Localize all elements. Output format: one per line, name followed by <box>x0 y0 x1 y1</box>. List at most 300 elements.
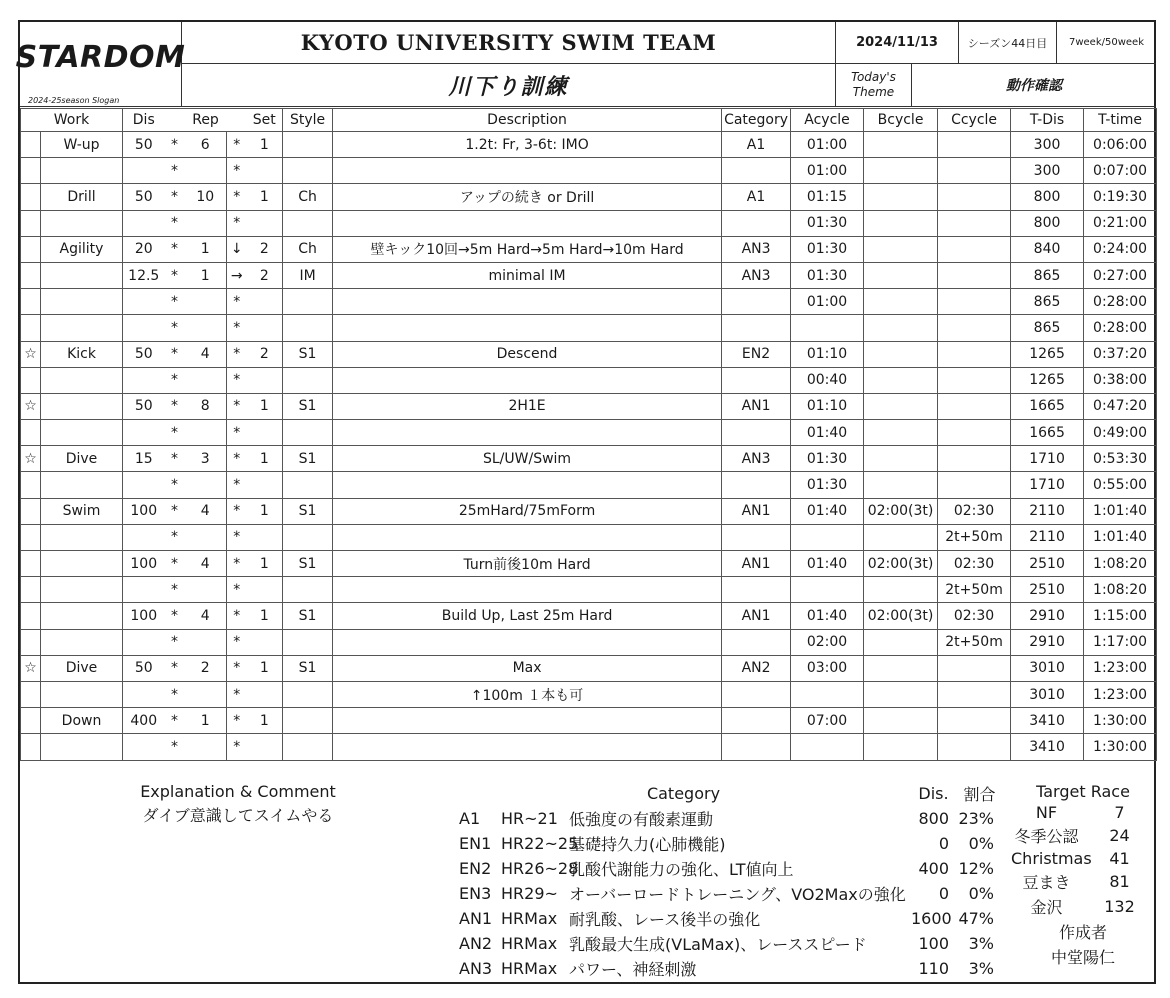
row-mark: ☆ <box>21 341 41 367</box>
table-row <box>21 551 1157 577</box>
style-cell <box>283 367 333 393</box>
work-cell: Dive <box>41 446 123 472</box>
dis-cell <box>123 734 165 760</box>
set-cell: 1 <box>247 603 283 629</box>
acycle-cell <box>791 577 864 603</box>
ccycle-cell <box>938 158 1011 184</box>
ttime-cell: 1:17:00 <box>1084 629 1157 655</box>
bcycle-cell <box>864 262 938 288</box>
description-cell <box>333 367 722 393</box>
dis-cell: 50 <box>123 184 165 210</box>
rep-cell: 1 <box>185 236 227 262</box>
table-row <box>21 446 1157 472</box>
rep-operator: * <box>165 262 185 288</box>
category-pct: 47% <box>958 909 994 928</box>
rep-operator: * <box>165 420 185 446</box>
ttime-cell: 0:47:20 <box>1084 393 1157 419</box>
style-cell <box>283 472 333 498</box>
rep-cell <box>185 210 227 236</box>
bcycle-cell <box>864 289 938 315</box>
work-cell <box>41 158 123 184</box>
ccycle-cell <box>938 367 1011 393</box>
table-row <box>21 210 1157 236</box>
set-cell: 2 <box>247 262 283 288</box>
category-description: 耐乳酸、レース後半の強化 <box>569 910 761 929</box>
ttime-cell: 1:15:00 <box>1084 603 1157 629</box>
tdis-cell: 800 <box>1011 210 1084 236</box>
acycle-cell: 01:40 <box>791 498 864 524</box>
acycle-cell: 01:15 <box>791 184 864 210</box>
ttime-cell: 0:28:00 <box>1084 289 1157 315</box>
style-cell <box>283 315 333 341</box>
ttime-cell: 1:23:00 <box>1084 681 1157 707</box>
season-day: シーズン44日目 <box>967 36 1048 50</box>
description-cell: Descend <box>333 341 722 367</box>
category-pct-header: 割合 <box>963 785 996 804</box>
ccycle-cell <box>938 315 1011 341</box>
set-cell <box>247 420 283 446</box>
work-cell <box>41 524 123 550</box>
ttime-cell: 0:38:00 <box>1084 367 1157 393</box>
row-mark: ☆ <box>21 446 41 472</box>
ttime-cell: 1:30:00 <box>1084 708 1157 734</box>
rep-operator: * <box>165 577 185 603</box>
race-row <box>1010 802 1156 823</box>
acycle-cell: 01:00 <box>791 158 864 184</box>
row-mark <box>21 498 41 524</box>
table-row <box>21 158 1157 184</box>
race-name: 金沢 <box>1030 898 1063 917</box>
dis-cell: 12.5 <box>123 262 165 288</box>
dis-cell <box>123 524 165 550</box>
col-acycle: Acycle <box>791 109 864 132</box>
ttime-cell: 0:55:00 <box>1084 472 1157 498</box>
col-bcycle: Bcycle <box>864 109 938 132</box>
col-ccycle: Ccycle <box>938 109 1011 132</box>
category-header: Category <box>646 784 721 803</box>
category-cell: AN1 <box>722 393 791 419</box>
set-operator: * <box>227 603 247 629</box>
category-code: EN1 <box>459 834 492 853</box>
row-mark <box>21 551 41 577</box>
category-hr: HR22~25 <box>501 834 579 853</box>
work-cell: Down <box>41 708 123 734</box>
table-row <box>21 236 1157 262</box>
ttime-cell: 1:23:00 <box>1084 655 1157 681</box>
tdis-cell: 3410 <box>1011 734 1084 760</box>
ttime-cell: 0:28:00 <box>1084 315 1157 341</box>
category-hr: HRMax <box>501 909 558 928</box>
set-operator: * <box>227 734 247 760</box>
category-description: 乳酸代謝能力の強化、LT値向上 <box>569 860 794 879</box>
ccycle-cell: 2t+50m <box>938 629 1011 655</box>
description-cell <box>333 158 722 184</box>
work-cell <box>41 603 123 629</box>
bcycle-cell <box>864 210 938 236</box>
set-cell <box>247 315 283 341</box>
category-cell: AN3 <box>722 446 791 472</box>
category-cell <box>722 472 791 498</box>
style-cell <box>283 681 333 707</box>
today-theme-value-cell <box>912 64 1156 107</box>
style-cell: S1 <box>283 551 333 577</box>
acycle-cell: 01:00 <box>791 289 864 315</box>
team-logo: STARDOM <box>15 39 186 75</box>
table-row <box>21 708 1157 734</box>
author-label: 作成者 <box>1059 923 1108 942</box>
rep-operator: * <box>165 681 185 707</box>
rep-cell: 1 <box>185 708 227 734</box>
category-pct: 12% <box>958 859 994 878</box>
work-cell: Drill <box>41 184 123 210</box>
category-cell <box>722 629 791 655</box>
rep-operator: * <box>165 341 185 367</box>
row-mark <box>21 315 41 341</box>
set-cell <box>247 289 283 315</box>
race-days: 24 <box>1109 826 1130 845</box>
category-code: A1 <box>459 809 481 828</box>
rep-cell <box>185 577 227 603</box>
ccycle-cell <box>938 210 1011 236</box>
tdis-cell: 1665 <box>1011 420 1084 446</box>
category-description: 低強度の有酸素運動 <box>569 810 714 829</box>
ccycle-cell <box>938 708 1011 734</box>
rep-cell <box>185 158 227 184</box>
bcycle-cell <box>864 184 938 210</box>
tdis-cell: 840 <box>1011 236 1084 262</box>
row-mark <box>21 420 41 446</box>
set-cell: 1 <box>247 446 283 472</box>
description-cell <box>333 629 722 655</box>
tdis-cell: 800 <box>1011 184 1084 210</box>
set-operator: * <box>227 132 247 158</box>
table-row <box>21 184 1157 210</box>
tdis-cell: 3010 <box>1011 655 1084 681</box>
category-cell: AN1 <box>722 498 791 524</box>
table-row <box>21 603 1157 629</box>
category-hr: HR26~28 <box>501 859 579 878</box>
workout-table <box>20 108 1157 761</box>
style-cell: S1 <box>283 446 333 472</box>
row-mark <box>21 734 41 760</box>
category-code: EN3 <box>459 884 492 903</box>
work-cell <box>41 393 123 419</box>
set-cell <box>247 472 283 498</box>
work-cell <box>41 420 123 446</box>
acycle-cell <box>791 734 864 760</box>
style-cell: S1 <box>283 498 333 524</box>
category-dis: 400 <box>918 859 949 878</box>
description-cell: 壁キック10回→5m Hard→5m Hard→10m Hard <box>333 236 722 262</box>
ttime-cell: 0:06:00 <box>1084 132 1157 158</box>
set-operator: * <box>227 472 247 498</box>
set-cell <box>247 734 283 760</box>
description-cell: 25mHard/75mForm <box>333 498 722 524</box>
dis-cell <box>123 289 165 315</box>
rep-operator: * <box>165 184 185 210</box>
work-cell <box>41 315 123 341</box>
dis-cell <box>123 420 165 446</box>
ccycle-cell: 02:30 <box>938 498 1011 524</box>
category-table <box>457 781 1002 981</box>
category-row <box>457 881 1002 906</box>
ttime-cell: 0:53:30 <box>1084 446 1157 472</box>
set-operator: * <box>227 158 247 184</box>
category-pct: 0% <box>968 884 994 903</box>
tdis-cell: 1265 <box>1011 367 1084 393</box>
ccycle-cell: 2t+50m <box>938 524 1011 550</box>
set-operator: * <box>227 393 247 419</box>
bcycle-cell: 02:00(3t) <box>864 603 938 629</box>
target-race-table <box>1010 781 1156 969</box>
rep-operator: * <box>165 393 185 419</box>
work-cell <box>41 289 123 315</box>
style-cell: S1 <box>283 603 333 629</box>
category-cell <box>722 367 791 393</box>
col-tdis: T-Dis <box>1011 109 1084 132</box>
bcycle-cell <box>864 629 938 655</box>
bcycle-cell <box>864 734 938 760</box>
race-row <box>1010 823 1156 848</box>
today-theme-label-1: Today's <box>851 70 896 84</box>
rep-operator: * <box>165 158 185 184</box>
table-row <box>21 420 1157 446</box>
category-row <box>457 806 1002 831</box>
category-cell <box>722 524 791 550</box>
col-work: Work <box>21 109 123 132</box>
table-header-row <box>21 109 1157 132</box>
category-header-row <box>457 781 1002 806</box>
category-row <box>457 906 1002 931</box>
description-cell: minimal IM <box>333 262 722 288</box>
acycle-cell: 01:40 <box>791 420 864 446</box>
bcycle-cell <box>864 524 938 550</box>
dis-cell <box>123 315 165 341</box>
set-cell <box>247 681 283 707</box>
description-cell <box>333 420 722 446</box>
ttime-cell: 0:07:00 <box>1084 158 1157 184</box>
bcycle-cell <box>864 577 938 603</box>
work-cell <box>41 210 123 236</box>
row-mark <box>21 158 41 184</box>
race-row <box>1010 894 1156 919</box>
week-cell <box>1057 22 1156 64</box>
work-cell: Kick <box>41 341 123 367</box>
table-row <box>21 341 1157 367</box>
table-row <box>21 289 1157 315</box>
rep-operator: * <box>165 734 185 760</box>
row-mark <box>21 681 41 707</box>
category-row <box>457 931 1002 956</box>
tdis-cell: 2110 <box>1011 524 1084 550</box>
row-mark <box>21 184 41 210</box>
tdis-cell: 865 <box>1011 315 1084 341</box>
category-description: パワー、神経刺激 <box>569 960 697 979</box>
set-cell: 1 <box>247 708 283 734</box>
bcycle-cell <box>864 472 938 498</box>
set-operator: * <box>227 498 247 524</box>
comment-line <box>20 837 456 839</box>
set-cell <box>247 629 283 655</box>
dis-cell <box>123 158 165 184</box>
tdis-cell: 2910 <box>1011 603 1084 629</box>
dis-cell: 100 <box>123 603 165 629</box>
row-mark <box>21 524 41 550</box>
ccycle-cell <box>938 420 1011 446</box>
acycle-cell: 07:00 <box>791 708 864 734</box>
work-cell: Agility <box>41 236 123 262</box>
rep-operator: * <box>165 367 185 393</box>
rep-operator: * <box>165 524 185 550</box>
description-cell: Max <box>333 655 722 681</box>
bcycle-cell <box>864 315 938 341</box>
col-style: Style <box>283 109 333 132</box>
ttime-cell: 0:27:00 <box>1084 262 1157 288</box>
rep-cell: 4 <box>185 341 227 367</box>
ttime-cell: 1:08:20 <box>1084 577 1157 603</box>
set-cell <box>247 210 283 236</box>
rep-cell <box>185 289 227 315</box>
rep-operator: * <box>165 498 185 524</box>
explanation-table <box>20 781 456 839</box>
style-cell <box>283 132 333 158</box>
tdis-cell: 1265 <box>1011 341 1084 367</box>
acycle-cell: 01:30 <box>791 472 864 498</box>
category-dis-header: Dis. <box>918 784 949 803</box>
col-ttime: T-time <box>1084 109 1157 132</box>
rep-operator: * <box>165 472 185 498</box>
category-code: AN3 <box>459 959 493 978</box>
category-cell: AN3 <box>722 262 791 288</box>
ccycle-cell <box>938 236 1011 262</box>
set-cell <box>247 367 283 393</box>
today-theme-label-cell <box>836 64 912 107</box>
tdis-cell: 3010 <box>1011 681 1084 707</box>
bcycle-cell <box>864 446 938 472</box>
ttime-cell: 0:49:00 <box>1084 420 1157 446</box>
work-cell <box>41 551 123 577</box>
description-cell <box>333 315 722 341</box>
set-cell: 1 <box>247 551 283 577</box>
ccycle-cell <box>938 472 1011 498</box>
dis-cell: 50 <box>123 655 165 681</box>
bcycle-cell <box>864 158 938 184</box>
style-cell <box>283 734 333 760</box>
category-cell: EN2 <box>722 341 791 367</box>
dis-cell <box>123 629 165 655</box>
category-hr: HRMax <box>501 934 558 953</box>
bcycle-cell <box>864 341 938 367</box>
work-cell <box>41 472 123 498</box>
category-cell <box>722 315 791 341</box>
acycle-cell <box>791 681 864 707</box>
work-cell <box>41 577 123 603</box>
dis-cell: 100 <box>123 551 165 577</box>
category-dis: 1600 <box>911 909 952 928</box>
description-cell <box>333 734 722 760</box>
explanation-header: Explanation & Comment <box>140 782 336 801</box>
bcycle-cell <box>864 393 938 419</box>
description-cell <box>333 472 722 498</box>
rep-cell: 4 <box>185 603 227 629</box>
acycle-cell: 01:00 <box>791 132 864 158</box>
category-cell <box>722 420 791 446</box>
category-description: 基礎持久力(心肺機能) <box>569 835 726 854</box>
acycle-cell: 01:30 <box>791 446 864 472</box>
category-description: 乳酸最大生成(VLaMax)、レーススピード <box>569 935 867 954</box>
set-cell: 1 <box>247 132 283 158</box>
row-mark <box>21 577 41 603</box>
row-mark <box>21 603 41 629</box>
work-cell <box>41 629 123 655</box>
bcycle-cell <box>864 367 938 393</box>
table-row <box>21 315 1157 341</box>
category-cell: AN2 <box>722 655 791 681</box>
work-cell: Swim <box>41 498 123 524</box>
col-category: Category <box>722 109 791 132</box>
set-cell <box>247 577 283 603</box>
set-cell <box>247 524 283 550</box>
ccycle-cell <box>938 341 1011 367</box>
col-dis: Dis <box>123 109 165 132</box>
comment-line: ダイブ意識してスイムやる <box>142 806 334 825</box>
rep-operator: * <box>165 132 185 158</box>
rep-operator: * <box>165 629 185 655</box>
rep-cell: 3 <box>185 446 227 472</box>
logo-cell <box>15 22 186 107</box>
work-cell <box>41 734 123 760</box>
rep-cell: 4 <box>185 551 227 577</box>
race-row <box>1010 869 1156 894</box>
ttime-cell: 0:24:00 <box>1084 236 1157 262</box>
dis-cell: 50 <box>123 341 165 367</box>
style-cell <box>283 577 333 603</box>
set-operator: * <box>227 577 247 603</box>
acycle-cell: 01:30 <box>791 210 864 236</box>
acycle-cell <box>791 315 864 341</box>
ttime-cell: 1:01:40 <box>1084 498 1157 524</box>
ttime-cell: 1:30:00 <box>1084 734 1157 760</box>
col-rep: Rep <box>165 109 247 132</box>
category-cell <box>722 708 791 734</box>
rep-cell <box>185 734 227 760</box>
style-cell: S1 <box>283 341 333 367</box>
row-mark: ☆ <box>21 655 41 681</box>
set-operator: * <box>227 655 247 681</box>
category-pct: 3% <box>968 934 994 953</box>
dis-cell <box>123 681 165 707</box>
target-race-header: Target Race <box>1036 782 1130 801</box>
category-cell: AN1 <box>722 603 791 629</box>
team-name-cell <box>182 22 836 64</box>
rep-operator: * <box>165 210 185 236</box>
tdis-cell: 2510 <box>1011 551 1084 577</box>
tdis-cell: 3410 <box>1011 708 1084 734</box>
description-cell: 1.2t: Fr, 3-6t: IMO <box>333 132 722 158</box>
acycle-cell: 02:00 <box>791 629 864 655</box>
ttime-cell: 0:19:30 <box>1084 184 1157 210</box>
dis-cell: 100 <box>123 498 165 524</box>
ccycle-cell <box>938 681 1011 707</box>
work-cell: Dive <box>41 655 123 681</box>
table-row <box>21 393 1157 419</box>
category-hr: HR29~ <box>501 884 558 903</box>
ccycle-cell <box>938 132 1011 158</box>
category-pct: 23% <box>958 809 994 828</box>
table-row <box>21 367 1157 393</box>
description-cell <box>333 210 722 236</box>
style-cell: S1 <box>283 393 333 419</box>
